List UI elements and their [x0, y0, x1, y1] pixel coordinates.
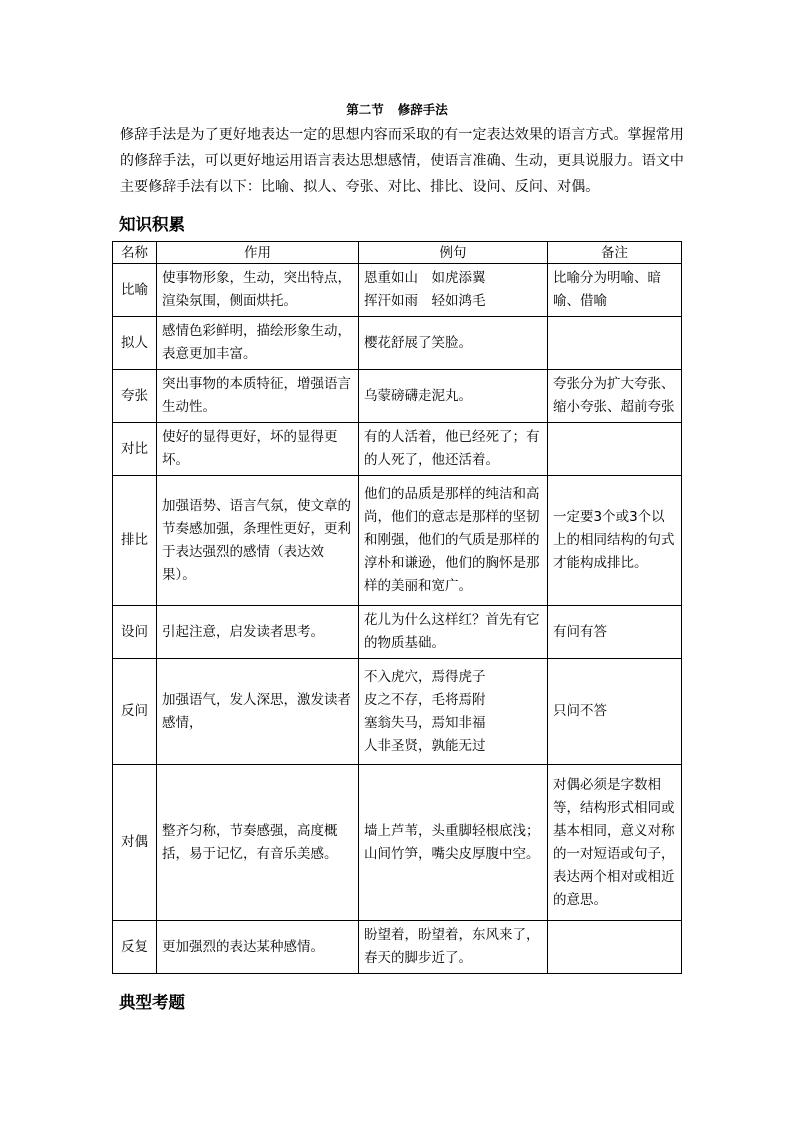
device-note: 比喻分为明喻、暗喻、借喻: [548, 264, 682, 317]
section-title: [0, 100, 794, 118]
section-number: 第二节: [346, 102, 384, 117]
device-examples: [359, 765, 548, 921]
device-note: [548, 317, 682, 370]
example-line: 盼望着，盼望着，东风来了，春天的脚步近了。: [364, 927, 540, 966]
intro-line: 的修辞手法，可以更好地运用语言表达思想感情，使语言准确、生动，更具说服力。语文中: [120, 153, 684, 169]
device-examples: [359, 423, 548, 476]
device-name: 反问: [113, 659, 157, 765]
table-row: [113, 606, 682, 659]
table-row: [113, 423, 682, 476]
device-note: 有问有答: [548, 606, 682, 659]
section-name: 修辞手法: [397, 102, 448, 117]
device-examples: [359, 606, 548, 659]
rhetoric-table: [112, 241, 682, 974]
device-effect: 加强语势、语言气氛，使文章的节奏感加强，条理性更好，更利于表达强烈的感情（表达效果）。: [157, 476, 359, 606]
device-note: 一定要3个或3个以上的相同结构的句式才能构成排比。: [548, 476, 682, 606]
device-effect: 加强语气，发人深思，激发读者感情，: [157, 659, 359, 765]
header-name: 名称: [113, 242, 157, 264]
example-line: 挥汗如雨 轻如鸿毛: [364, 293, 486, 309]
device-name: 对比: [113, 423, 157, 476]
heading-exam: 典型考题: [119, 993, 185, 1012]
table-row: [113, 317, 682, 370]
device-name: 夸张: [113, 370, 157, 423]
device-examples: [359, 264, 548, 317]
device-name: 排比: [113, 476, 157, 606]
table-header-row: [113, 242, 682, 264]
heading-knowledge: 知识积累: [119, 215, 185, 234]
example-line: 有的人活着，他已经死了；有的人死了，他还活着。: [364, 429, 540, 468]
device-effect: 感情色彩鲜明，描绘形象生动，表意更加丰富。: [157, 317, 359, 370]
table-row: [113, 370, 682, 423]
device-effect: 整齐匀称，节奏感强，高度概括，易于记忆，有音乐美感。: [157, 765, 359, 921]
device-note: [548, 921, 682, 974]
example-line: 他们的品质是那样的纯洁和高尚，他们的意志是那样的坚韧和刚强，他们的气质是那样的淳朴和谦逊，他们的胸怀是那样的美丽和宽广。: [364, 486, 540, 594]
example-line: 墙上芦苇，头重脚轻根底浅；山间竹笋，嘴尖皮厚腹中空。: [364, 822, 540, 862]
device-examples: [359, 921, 548, 974]
device-effect: 突出事物的本质特征，增强语言生动性。: [157, 370, 359, 423]
table-row: [113, 921, 682, 974]
device-name: 反复: [113, 921, 157, 974]
device-name: 对偶: [113, 765, 157, 921]
example-line: 恩重如山 如虎添翼: [364, 270, 486, 286]
device-note: 夸张分为扩大夸张、缩小夸张、超前夸张: [548, 370, 682, 423]
intro-paragraph: [120, 122, 684, 200]
table-row: [113, 765, 682, 921]
example-line: 塞翁失马，焉知非福: [364, 714, 486, 731]
header-note: 备注: [548, 242, 682, 264]
intro-line: 修辞手法是为了更好地表达一定的思想内容而采取的有一定表达效果的语言方式。掌握常用: [120, 127, 684, 143]
example-line: 不入虎穴，焉得虎子: [364, 668, 486, 685]
example-line: 皮之不存，毛将焉附: [364, 691, 486, 708]
device-effect: 使事物形象，生动，突出特点，渲染氛围，侧面烘托。: [157, 264, 359, 317]
table-row: [113, 476, 682, 606]
device-examples: [359, 659, 548, 765]
table-row: [113, 264, 682, 317]
intro-line: 主要修辞手法有以下：比喻、拟人、夸张、对比、排比、设问、反问、对偶。: [120, 179, 600, 195]
header-example: 例句: [359, 242, 548, 264]
device-note: 只问不答: [548, 659, 682, 765]
device-name: 拟人: [113, 317, 157, 370]
device-note: [548, 423, 682, 476]
device-effect: 引起注意，启发读者思考。: [157, 606, 359, 659]
header-effect: 作用: [157, 242, 359, 264]
device-examples: [359, 476, 548, 606]
device-name: 比喻: [113, 264, 157, 317]
example-line: 樱花舒展了笑脸。: [364, 334, 472, 351]
example-line: 人非圣贤，孰能无过: [364, 737, 486, 754]
example-line: 乌蒙磅礴走泥丸。: [364, 387, 472, 404]
device-effect: 更加强烈的表达某种感情。: [157, 921, 359, 974]
device-note: 对偶必须是字数相等，结构形式相同或基本相同，意义对称的一对短语或句子，表达两个相对或相近的意思。: [548, 765, 682, 921]
example-line: 花儿为什么这样红？首先有它的物质基础。: [364, 612, 540, 651]
device-effect: 使好的显得更好，坏的显得更坏。: [157, 423, 359, 476]
device-examples: [359, 370, 548, 423]
table-row: [113, 659, 682, 765]
device-examples: [359, 317, 548, 370]
device-name: 设问: [113, 606, 157, 659]
